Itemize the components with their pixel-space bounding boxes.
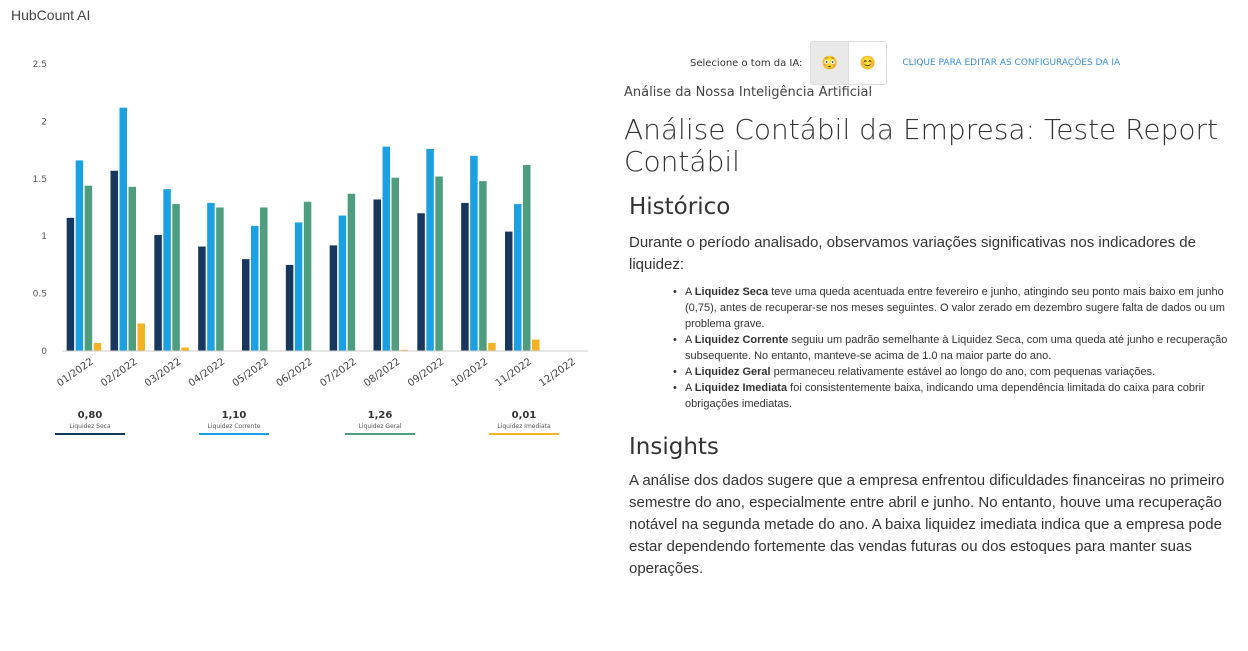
- bar: [426, 149, 434, 351]
- summary-label: Liquidez Geral: [358, 423, 402, 430]
- bar: [523, 165, 531, 351]
- bar: [514, 204, 522, 351]
- summary-liquidez-seca: [55, 410, 125, 435]
- bar: [120, 108, 128, 351]
- x-tick-label: 03/2022: [142, 356, 184, 390]
- summary-liquidez-corrente: [199, 410, 269, 435]
- bullet-text: permaneceu relativamente estável ao longo do ano, com pequenas variações.: [770, 366, 1156, 378]
- summary-liquidez-geral: [345, 410, 415, 435]
- bar: [129, 187, 137, 351]
- smile-face-icon: 😊: [859, 55, 876, 70]
- summary-label: Liquidez Seca: [69, 423, 111, 430]
- summary-value: 1,10: [221, 410, 247, 421]
- bar: [260, 208, 268, 352]
- bullet-term: Liquidez Geral: [694, 366, 771, 378]
- bullet-prefix: A: [685, 382, 695, 394]
- bullet-text: foi consistentemente baixa, indicando uma dependência limitada do caixa para cobrir obrigações imediatas.: [685, 382, 1205, 410]
- bar: [488, 343, 496, 351]
- bar: [339, 216, 347, 351]
- summary-color-bar: [55, 433, 125, 435]
- bar: [392, 178, 400, 351]
- summary-label: Liquidez Corrente: [207, 423, 261, 430]
- tone-selector-row: [690, 41, 1120, 85]
- bar: [330, 245, 338, 351]
- y-tick-label: 2.5: [32, 60, 47, 70]
- x-tick-label: 08/2022: [362, 356, 403, 390]
- bar: [207, 203, 215, 351]
- y-tick-label: 0: [41, 347, 47, 357]
- report-title: Análise Contábil da Empresa: Teste Report Contábil: [624, 113, 1218, 178]
- bar: [138, 323, 146, 351]
- historico-heading: Histórico: [629, 194, 731, 220]
- app-title: HubCount AI: [11, 7, 91, 23]
- summary-liquidez-imediata: [489, 410, 559, 435]
- list-item: [673, 332, 1234, 364]
- bullet-term: Liquidez Corrente: [694, 334, 789, 346]
- bar: [348, 194, 356, 351]
- summary-value: 0,01: [511, 410, 537, 421]
- bar: [242, 259, 250, 351]
- bar: [181, 348, 189, 351]
- tone-button-group: [810, 41, 887, 85]
- summary-color-bar: [199, 433, 269, 435]
- bullet-prefix: A: [685, 366, 695, 378]
- tone-label: Selecione o tom da IA:: [690, 57, 803, 69]
- y-tick-label: 0.5: [32, 289, 47, 300]
- analysis-section-label: Análise da Nossa Inteligência Artificial: [624, 85, 873, 100]
- bullet-prefix: A: [685, 334, 695, 346]
- bar: [417, 213, 425, 351]
- bullet-text: seguiu um padrão semelhante à Liquidez Seca, com uma queda até junho e recuperação subsequente. No entanto, manteve-se acima de 1.0 na maior parte do ano.: [685, 334, 1228, 362]
- y-tick-label: 2: [41, 117, 47, 128]
- x-tick-label: 10/2022: [449, 356, 491, 390]
- summary-color-bar: [345, 433, 415, 435]
- bar: [198, 247, 206, 351]
- bullet-prefix: A: [685, 286, 695, 298]
- list-item: [673, 380, 1234, 412]
- x-tick-label: 05/2022: [230, 356, 271, 390]
- liquidity-bar-chart: [0, 40, 600, 410]
- bar: [67, 218, 75, 351]
- summary-label: Liquidez Imediata: [497, 423, 551, 430]
- summary-value: 1,26: [367, 410, 393, 421]
- bar: [374, 199, 382, 351]
- bar: [154, 235, 162, 351]
- x-tick-label: 01/2022: [55, 356, 96, 390]
- list-item: [673, 364, 1234, 380]
- x-tick-label: 09/2022: [405, 356, 447, 390]
- ai-analysis-panel: [624, 85, 1234, 580]
- bullet-term: Liquidez Imediata: [694, 382, 788, 394]
- edit-ai-settings-link[interactable]: CLIQUE PARA EDITAR AS CONFIGURAÇÕES DA IA: [902, 58, 1121, 68]
- y-tick-label: 1: [41, 232, 47, 243]
- serious-face-icon: 😳: [821, 55, 838, 70]
- tone-serious-button[interactable]: [811, 42, 848, 84]
- bar: [216, 208, 224, 352]
- bar: [304, 202, 312, 351]
- x-tick-label: 02/2022: [99, 356, 140, 390]
- x-tick-label: 06/2022: [274, 356, 315, 390]
- summary-value: 0,80: [77, 410, 103, 421]
- bar: [505, 232, 513, 351]
- insights-text: A análise dos dados sugere que a empresa enfrentou dificuldades financeiras no primeiro semestre do ano, especialmente entre abril e junho. No entanto, houve uma recuperação notável na segunda metade do ano. A baixa liquidez imediata indica que a empresa pode estar dependendo fortemente das vendas futuras ou dos estoques para manter suas operações.: [629, 472, 1225, 577]
- x-tick-label: 07/2022: [318, 356, 359, 390]
- bar: [435, 177, 443, 351]
- bar: [172, 204, 180, 351]
- bullet-text: teve uma queda acentuada entre fevereiro e junho, atingindo seu ponto mais baixo em junho (0,75), antes de recuperar-se nos meses seguintes. O valor zerado em dezembro sugere falta de dados ou um problema grave.: [685, 286, 1225, 330]
- x-tick-label: 04/2022: [186, 356, 228, 390]
- summary-color-bar: [489, 433, 559, 435]
- bar: [532, 340, 540, 351]
- bar: [295, 222, 303, 351]
- bar: [163, 189, 171, 351]
- bar: [76, 160, 84, 351]
- bar: [383, 147, 391, 351]
- list-item: [673, 284, 1234, 332]
- bar: [470, 156, 478, 351]
- insights-heading: Insights: [629, 434, 719, 460]
- y-tick-label: 1.5: [32, 174, 47, 185]
- bar: [286, 265, 294, 351]
- bar: [461, 203, 469, 351]
- x-tick-label: 12/2022: [537, 356, 578, 390]
- x-tick-label: 11/2022: [493, 356, 534, 390]
- historico-intro: Durante o período analisado, observamos variações significativas nos indicadores de liquidez:: [629, 234, 1196, 273]
- bar: [479, 181, 487, 351]
- bar: [94, 343, 102, 351]
- tone-friendly-button[interactable]: [848, 42, 886, 84]
- historico-bullet-list: [624, 284, 1234, 412]
- bar: [111, 171, 119, 351]
- bullet-term: Liquidez Seca: [694, 286, 769, 298]
- bar: [85, 186, 93, 351]
- bar: [251, 226, 259, 351]
